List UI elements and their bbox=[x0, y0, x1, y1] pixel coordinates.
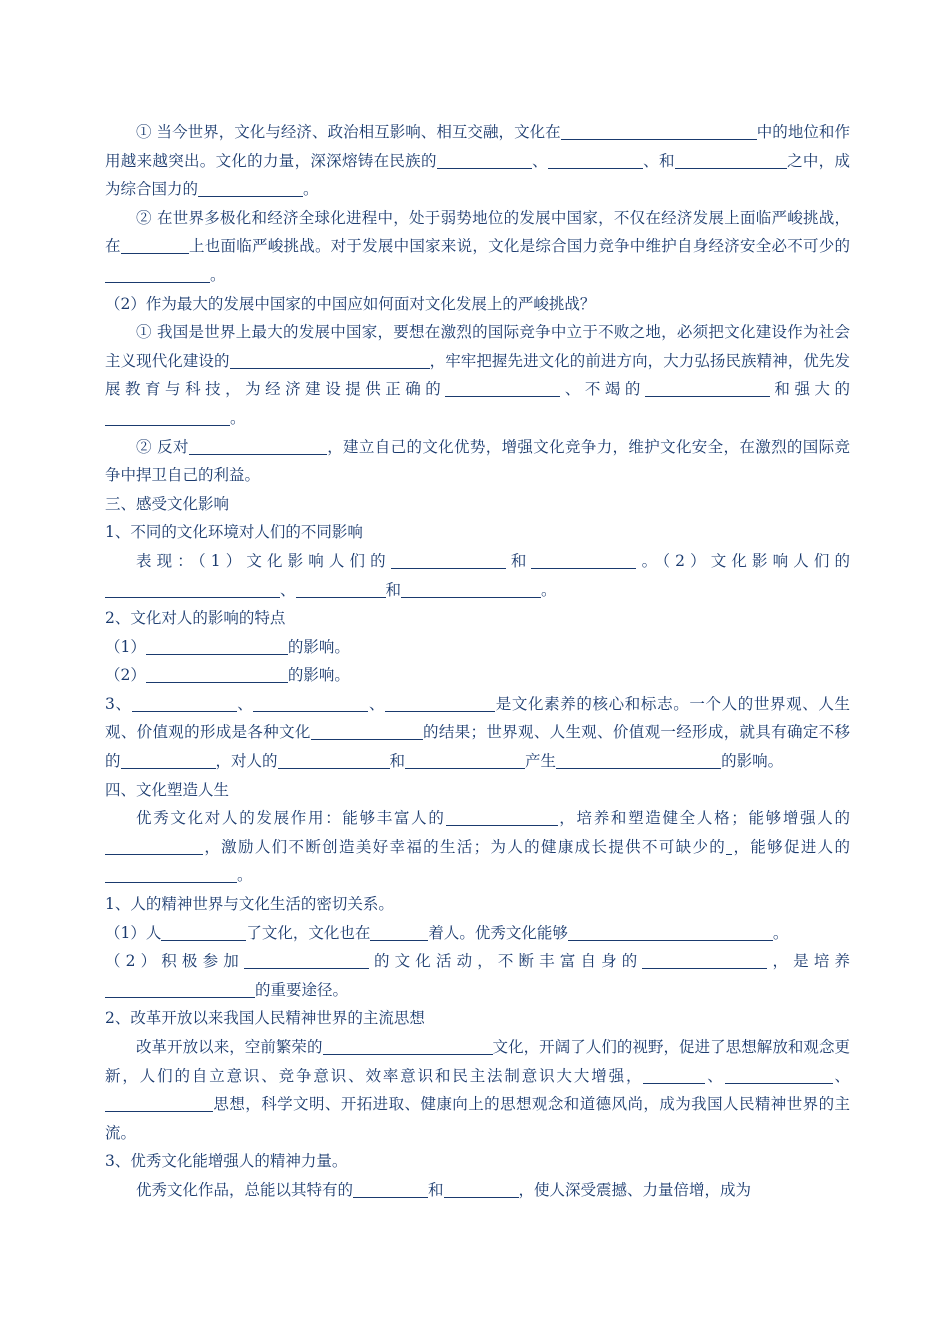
paragraph bbox=[105, 1033, 850, 1147]
fill-in-blank[interactable] bbox=[121, 235, 189, 254]
text-run: ，牢牢把握先进文化的前进方向，大力弘扬民族精神，优先发展教育与科技，为经济建设提供正确的 bbox=[105, 351, 850, 399]
text-run: 的影响。 bbox=[287, 637, 350, 656]
fill-in-blank[interactable] bbox=[437, 150, 532, 169]
text-run: 。 bbox=[541, 580, 557, 599]
text-run: 文化，开阔了人们的视野，促进了思想解放和观念更新，人们的自立意识、竞争意识、效率意识和民主法制意识大大增强， bbox=[105, 1038, 850, 1085]
fill-in-blank[interactable] bbox=[643, 1065, 705, 1084]
paragraph bbox=[105, 318, 850, 432]
fill-in-blank[interactable] bbox=[296, 579, 386, 598]
paragraph bbox=[105, 1004, 850, 1033]
text-run: 四、文化塑造人生 bbox=[105, 780, 230, 799]
paragraph bbox=[105, 490, 850, 519]
fill-in-blank[interactable] bbox=[645, 378, 770, 397]
text-run: 的文化活动，不断丰富自身的 bbox=[368, 952, 643, 971]
fill-in-blank[interactable] bbox=[105, 864, 237, 883]
fill-in-blank[interactable] bbox=[146, 664, 288, 683]
fill-in-blank[interactable] bbox=[561, 121, 757, 140]
fill-in-blank[interactable] bbox=[105, 1093, 213, 1112]
fill-in-blank[interactable] bbox=[146, 636, 288, 655]
text-run: ① 当今世界，文化与经济、政治相互影响、相互交融，文化在 bbox=[136, 123, 561, 141]
text-run: 。 bbox=[210, 265, 226, 284]
fill-in-blank[interactable] bbox=[230, 350, 430, 369]
fill-in-blank[interactable] bbox=[548, 150, 643, 169]
fill-in-blank[interactable] bbox=[132, 693, 237, 712]
text-run: 、 bbox=[368, 694, 386, 713]
fill-in-blank[interactable] bbox=[725, 1065, 833, 1084]
fill-in-blank[interactable] bbox=[121, 750, 216, 769]
text-run: 思想，科学文明、开拓进取、健康向上的思想观念和道德风尚，成为我国人民精神世界的主流。 bbox=[105, 1095, 850, 1142]
paragraph bbox=[105, 290, 850, 319]
fill-in-blank[interactable] bbox=[675, 150, 787, 169]
text-run: ，使人深受震撼、力量倍增，成为 bbox=[518, 1180, 752, 1199]
paragraph bbox=[105, 1176, 850, 1205]
fill-in-blank[interactable] bbox=[198, 178, 303, 197]
text-run: 。 bbox=[230, 408, 246, 427]
text-run: （2）积极参加 bbox=[105, 952, 244, 971]
fill-in-blank[interactable] bbox=[311, 721, 423, 740]
text-run: 和 bbox=[505, 551, 532, 570]
text-run: 和 bbox=[389, 752, 406, 771]
fill-in-blank[interactable] bbox=[642, 950, 767, 969]
fill-in-blank[interactable] bbox=[385, 693, 495, 712]
text-run: 的结果；世界观、人生观、价值观一经形成，就具有确定不移的 bbox=[105, 723, 850, 771]
text-run: ，培养和塑造健全人格；能够增强人的 bbox=[557, 809, 850, 828]
text-run: 、 bbox=[705, 1066, 725, 1085]
text-run: 是文化素养的核心和标志。一个人的世界观、人生观、价值观的形成是各种文化 bbox=[105, 694, 850, 742]
paragraph bbox=[105, 433, 850, 490]
fill-in-blank[interactable] bbox=[105, 407, 230, 426]
paragraph bbox=[105, 118, 850, 204]
fill-in-blank[interactable] bbox=[556, 750, 721, 769]
paragraph bbox=[105, 518, 850, 547]
text-run: 中的地位和作用越来越突出。文化的力量，深深熔铸在民族的 bbox=[105, 123, 850, 170]
text-run: 1、不同的文化环境对人们的不同影响 bbox=[105, 523, 363, 542]
paragraph bbox=[105, 690, 850, 776]
fill-in-blank[interactable] bbox=[244, 950, 369, 969]
text-run: 和 bbox=[428, 1180, 444, 1199]
text-run: ，是培养 bbox=[767, 952, 850, 971]
text-run: 改革开放以来，空前繁荣的 bbox=[136, 1038, 323, 1056]
text-run: 1、人的精神世界与文化生活的密切关系。 bbox=[105, 895, 394, 914]
paragraph bbox=[105, 947, 850, 1004]
text-run: 。（2）文化影响人们的 bbox=[636, 551, 850, 570]
text-run: ① 我国是世界上最大的发展中国家，要想在激烈的国际竞争中立于不败之地，必须把文化建设作为社会主义现代化建设的 bbox=[105, 323, 850, 370]
text-run: ② 在世界多极化和经济全球化进程中，处于弱势地位的发展中国家，不仅在经济发展上面临严峻挑战，在 bbox=[105, 208, 850, 256]
text-run: 的影响。 bbox=[721, 752, 784, 771]
paragraph bbox=[105, 661, 850, 690]
fill-in-blank[interactable] bbox=[353, 1179, 428, 1198]
paragraph bbox=[105, 804, 850, 890]
text-run: （1） bbox=[105, 637, 146, 656]
text-run: 、 bbox=[832, 1066, 850, 1085]
fill-in-blank[interactable] bbox=[370, 922, 428, 941]
text-run: 和强大的 bbox=[769, 380, 850, 399]
fill-in-blank[interactable] bbox=[105, 836, 203, 855]
paragraph bbox=[105, 919, 850, 948]
text-run: 优秀文化对人的发展作用：能够丰富人的 bbox=[136, 809, 446, 828]
paragraph bbox=[105, 633, 850, 662]
text-run: 三、感受文化影响 bbox=[105, 494, 230, 513]
fill-in-blank[interactable] bbox=[401, 579, 541, 598]
text-run: 和 bbox=[385, 580, 402, 599]
fill-in-blank[interactable] bbox=[446, 807, 558, 826]
fill-in-blank[interactable] bbox=[105, 579, 280, 598]
fill-in-blank[interactable] bbox=[531, 550, 636, 569]
text-run: （2）作为最大的发展中国家的中国应如何面对文化发展上的严峻挑战？ bbox=[105, 294, 596, 313]
fill-in-blank[interactable] bbox=[405, 750, 525, 769]
paragraph bbox=[105, 604, 850, 633]
text-run: 。 bbox=[303, 180, 319, 199]
text-run: 。 bbox=[772, 923, 789, 942]
text-run: 、和 bbox=[642, 151, 675, 170]
text-run: （1）人 bbox=[105, 923, 162, 942]
text-run: 、 bbox=[531, 151, 548, 170]
text-run: 优秀文化作品，总能以其特有的 bbox=[136, 1180, 354, 1199]
text-run: ② 反对 bbox=[136, 437, 189, 456]
fill-in-blank[interactable] bbox=[253, 693, 368, 712]
fill-in-blank[interactable] bbox=[189, 436, 327, 455]
text-run: ，建立自己的文化优势，增强文化竞争力，维护文化安全，在激烈的国际竞争中捍卫自己的利益。 bbox=[105, 437, 850, 485]
fill-in-blank[interactable] bbox=[323, 1036, 493, 1055]
text-run: 了文化，文化也在 bbox=[246, 923, 371, 942]
fill-in-blank[interactable] bbox=[568, 922, 773, 941]
text-run: ，对人的 bbox=[215, 752, 278, 771]
fill-in-blank[interactable] bbox=[445, 378, 560, 397]
paragraph bbox=[105, 1147, 850, 1176]
text-run: 之中，成为综合国力的 bbox=[105, 151, 850, 199]
text-run: 的影响。 bbox=[287, 666, 350, 685]
text-run: 3、 bbox=[105, 694, 132, 713]
paragraph bbox=[105, 204, 850, 290]
text-run: ，激励人们不断创造美好幸福的生活；为人的健康成长提供不可缺少的 bbox=[203, 837, 727, 856]
text-run: 。 bbox=[237, 866, 253, 885]
text-run: 着人。优秀文化能够 bbox=[428, 923, 568, 942]
text-run: 产生 bbox=[525, 752, 557, 771]
text-run: 、不竭的 bbox=[560, 380, 645, 399]
paragraph bbox=[105, 547, 850, 604]
text-run: 、 bbox=[280, 580, 296, 599]
fill-in-blank[interactable] bbox=[105, 979, 255, 998]
fill-in-blank[interactable] bbox=[444, 1179, 519, 1198]
text-run: 上也面临严峻挑战。对于发展中国家来说，文化是综合国力竞争中维护自身经济安全必不可少的 bbox=[188, 237, 850, 256]
text-run: 表现：（1）文化影响人们的 bbox=[136, 551, 391, 570]
paragraph bbox=[105, 890, 850, 919]
text-run: ，能够促进人的 bbox=[732, 837, 850, 856]
text-run: 2、改革开放以来我国人民精神世界的主流思想 bbox=[105, 1009, 425, 1028]
fill-in-blank[interactable] bbox=[105, 264, 210, 283]
text-run: 3、优秀文化能增强人的精神力量。 bbox=[105, 1152, 348, 1171]
text-run: 、 bbox=[236, 694, 254, 713]
text-run: 2、文化对人的影响的特点 bbox=[105, 609, 286, 628]
paragraph bbox=[105, 776, 850, 805]
fill-in-blank[interactable] bbox=[278, 750, 390, 769]
fill-in-blank[interactable] bbox=[161, 922, 246, 941]
text-run: 的重要途径。 bbox=[255, 980, 349, 999]
text-run: （2） bbox=[105, 666, 146, 685]
fill-in-blank[interactable] bbox=[391, 550, 506, 569]
